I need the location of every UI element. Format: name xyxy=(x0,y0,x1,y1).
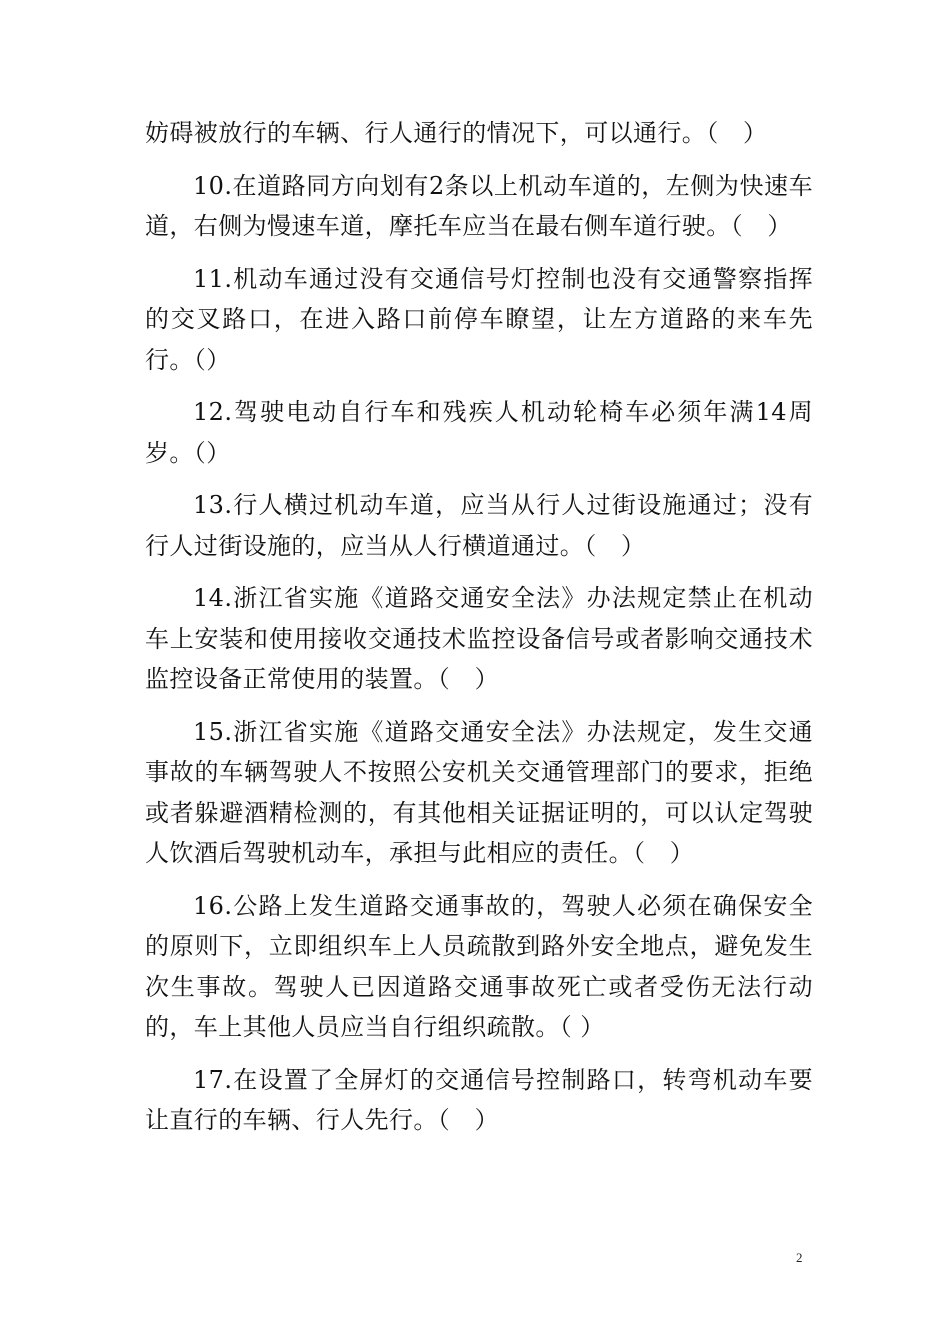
question-17: 17.在设置了全屏灯的交通信号控制路口，转弯机动车要让直行的车辆、行人先行。（ ） xyxy=(145,1065,813,1134)
page-number: 2 xyxy=(796,1250,803,1265)
question-14: 14.浙江省实施《道路交通安全法》办法规定禁止在机动车上安装和使用接收交通技术监控设备信号或者影响交通技术监控设备正常使用的装置。（ ） xyxy=(145,584,813,693)
question-13: 13.行人横过机动车道，应当从行人过街设施通过；没有行人过街设施的，应当从人行横道通过。（ ） xyxy=(145,491,813,560)
paragraph-continuation: 妨碍被放行的车辆、行人通行的情况下，可以通行。（ ） xyxy=(145,119,768,147)
question-16: 16.公路上发生道路交通事故的，驾驶人必须在确保安全的原则下，立即组织车上人员疏散到路外安全地点，避免发生次生事故。驾驶人已因道路交通事故死亡或者受伤无法行动的，车上其他人员应当自行组织疏散。（ ） xyxy=(145,891,813,1041)
question-15: 15.浙江省实施《道路交通安全法》办法规定，发生交通事故的车辆驾驶人不按照公安机关交通管理部门的要求，拒绝或者躲避酒精检测的，有其他相关证据证明的，可以认定驾驶人饮酒后驾驶机动车，承担与此相应的责任。（ ） xyxy=(145,717,813,867)
question-11: 11.机动车通过没有交通信号灯控制也没有交通警察指挥的交叉路口，在进入路口前停车瞭望，让左方道路的来车先行。（） xyxy=(145,264,813,374)
page-content xyxy=(145,113,813,1153)
question-10: 10.在道路同方向划有2条以上机动车道的，左侧为快速车道，右侧为慢速车道，摩托车应当在最右侧车道行驶。（ ） xyxy=(145,171,813,240)
question-12: 12.驾驶电动自行车和残疾人机动轮椅车必须年满14周岁。（） xyxy=(145,398,813,467)
